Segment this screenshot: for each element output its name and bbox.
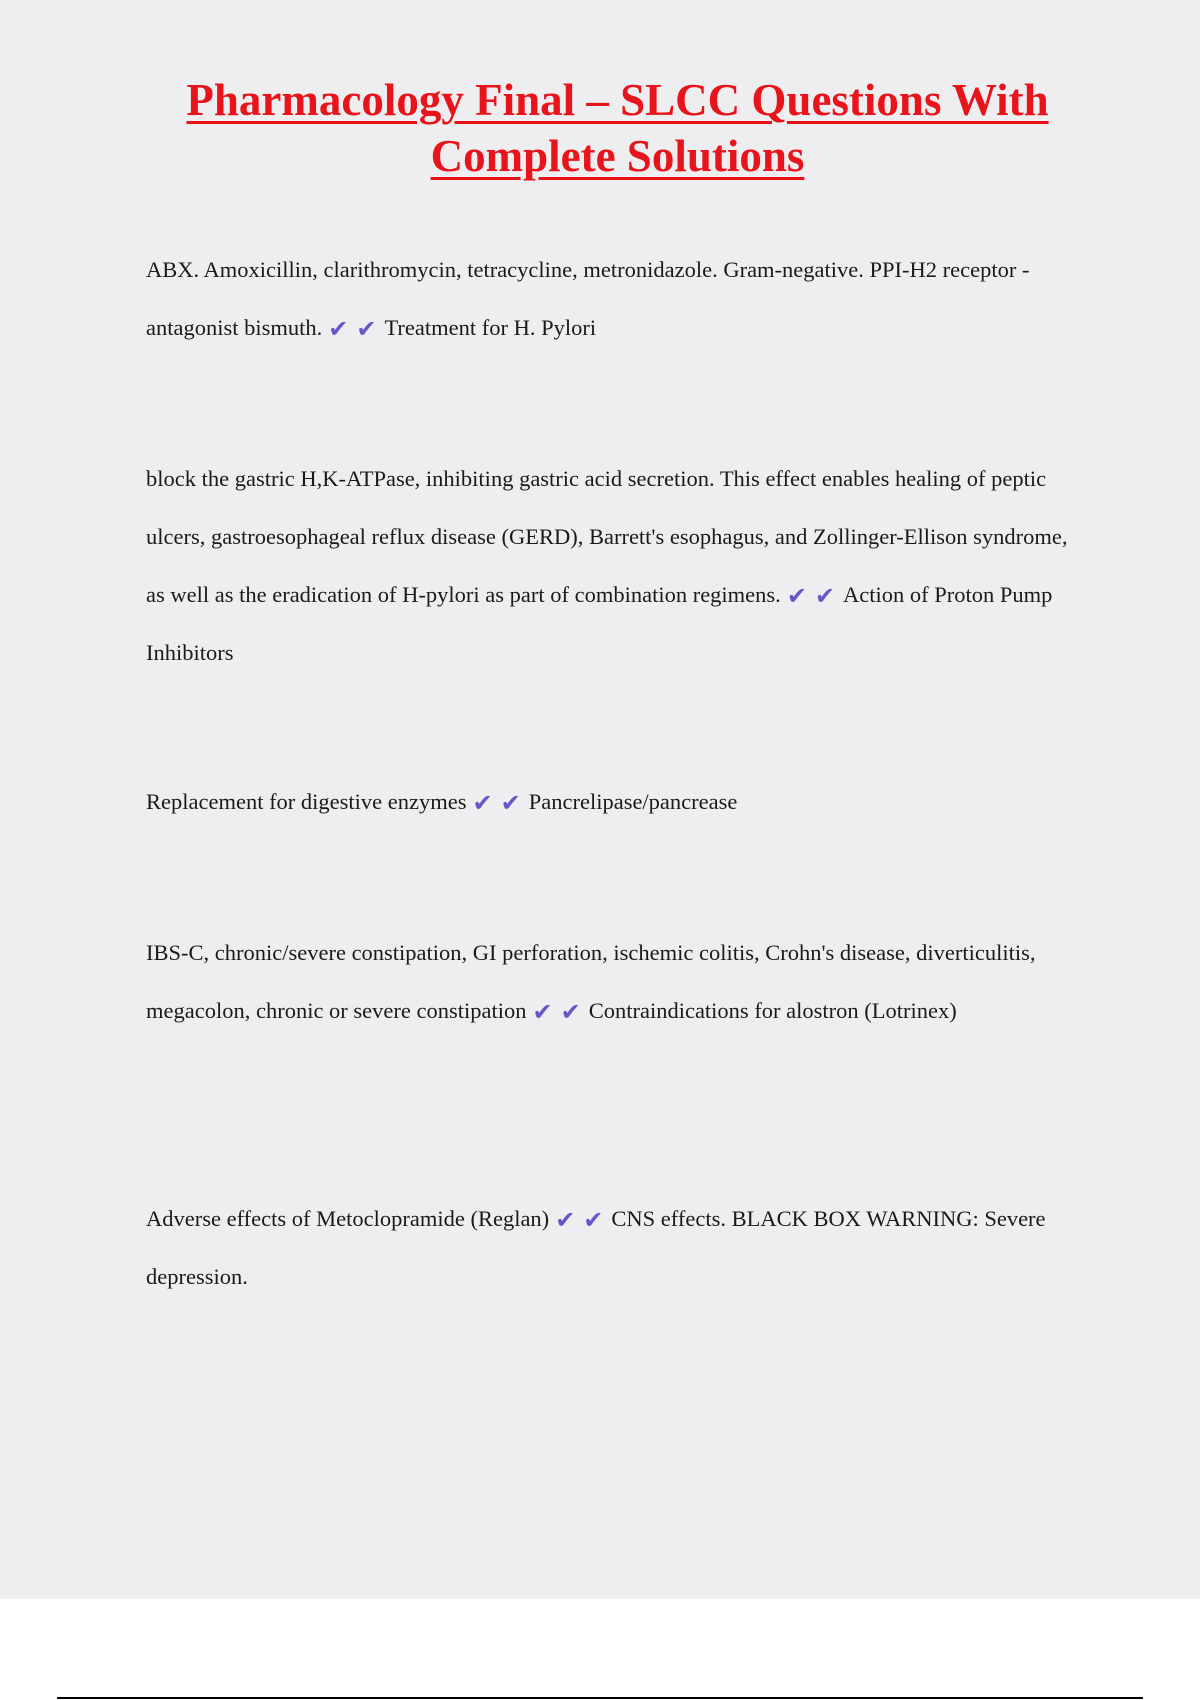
check-mark-icon: ✔ [532,998,553,1026]
qa-entry-5 [146,1190,1086,1306]
question-text: ABX. Amoxicillin, clarithromycin, tetracycline, metronidazole. Gram-negative. PPI-H2 receptor - antagonist bismuth. [146,257,1030,340]
answer-text: Action of Proton Pump Inhibitors [146,582,1053,665]
check-mark-icon: ✔ [356,315,377,343]
answer-text: Contraindications for alostron (Lotrinex) [588,998,957,1023]
answer-text: Treatment for H. Pylori [384,315,597,340]
qa-entry-4 [146,924,1086,1040]
question-text: Replacement for digestive enzymes [146,789,467,814]
answer-text: CNS effects. BLACK BOX WARNING: Severe depression. [146,1206,1046,1289]
check-mark-icon: ✔ [583,1206,604,1234]
question-text: IBS-C, chronic/severe constipation, GI perforation, ischemic colitis, Crohn's disease, diverticulitis, megacolon, chronic or severe constipation [146,940,1036,1023]
check-mark-icon: ✔ [560,998,581,1026]
check-mark-icon: ✔ [555,1206,576,1234]
question-text: Adverse effects of Metoclopramide (Reglan) [146,1206,550,1231]
document-title: Pharmacology Final – SLCC Questions With Complete Solutions [186,75,1049,181]
check-mark-icon: ✔ [786,582,807,610]
qa-entry-3 [146,773,1086,831]
footer-divider [57,1697,1143,1699]
answer-text: Pancrelipase/pancrease [528,789,738,814]
question-text: block the gastric H,K-ATPase, inhibiting gastric acid secretion. This effect enables healing of peptic ulcers, gastroesophageal reflux disease (GERD), Barrett's esophagus, and Zollinger-Ellison syndrome, as well as the eradication of H-pylori as part of combination regimens. [146,466,1068,607]
qa-entry-2 [146,450,1086,682]
check-mark-icon: ✔ [472,789,493,817]
check-mark-icon: ✔ [814,582,836,610]
qa-entry-1 [146,241,1086,357]
check-mark-icon: ✔ [500,789,521,817]
check-mark-icon: ✔ [328,315,349,343]
